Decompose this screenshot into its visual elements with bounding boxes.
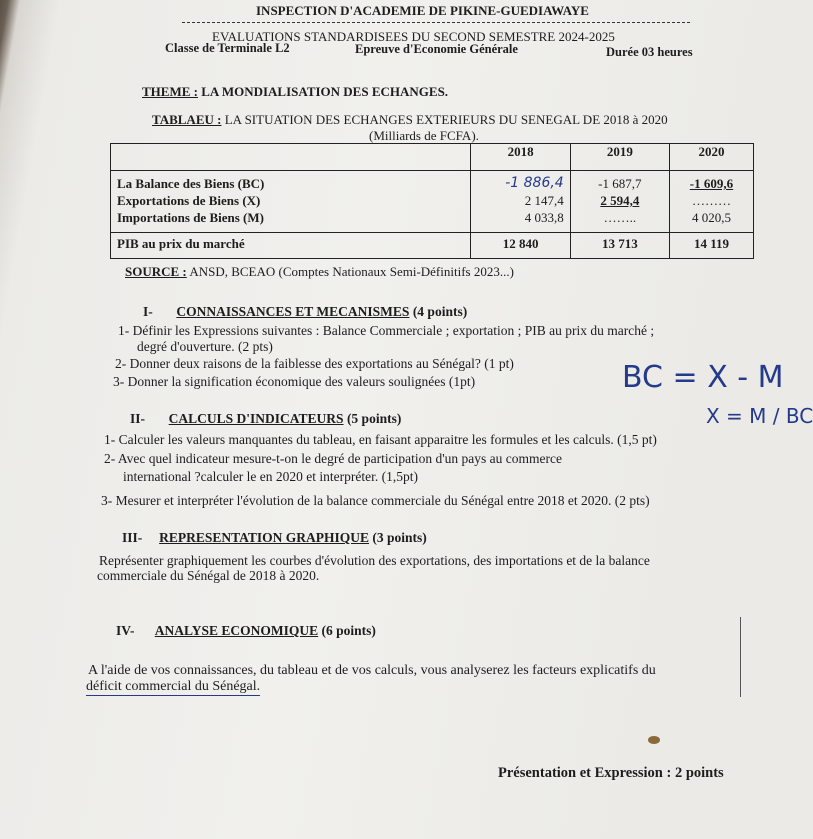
section4-heading: [116, 623, 376, 639]
col-2019: [570, 171, 669, 233]
section3-text2: commerciale du Sénégal de 2018 à 2020.: [97, 568, 320, 583]
m-2020: 4 020,5: [691, 210, 731, 225]
bc-2020: -1 609,6: [689, 176, 734, 191]
section1-points: (4 points): [412, 304, 468, 319]
section1-q1a: 1- Définir les Expressions suivantes : Balance Commerciale ; exportation ; PIB au prix du marché ;: [118, 323, 655, 338]
table-unit: (Milliards de FCFA).: [369, 128, 479, 143]
theme-label: THEME :: [142, 84, 198, 99]
m-label: Importations de Biens (M): [117, 210, 264, 225]
x-2019: 2 594,4: [600, 193, 640, 208]
row-labels: [111, 171, 471, 233]
section1-num: I-: [143, 304, 153, 319]
section1-heading: [143, 304, 467, 320]
section1-q3: 3- Donner la signification économique des valeurs soulignées (1pt): [113, 374, 476, 389]
table-title: [152, 112, 668, 128]
handwritten-formula-1: BC = X - M: [622, 360, 784, 395]
year-2018: 2018: [471, 144, 570, 171]
table-corner: [111, 144, 471, 171]
inspection-title: INSPECTION D'ACADEMIE DE PIKINE-GUEDIAWAYE: [256, 3, 589, 18]
x-2020: ………: [691, 193, 731, 208]
section3-heading: [122, 530, 427, 546]
pib-2019: 13 713: [570, 233, 669, 259]
bc-2018-handwritten: -1 886,4: [505, 175, 564, 191]
m-2019: ……..: [603, 210, 637, 225]
class-label: Classe de Terminale L2: [165, 41, 290, 55]
section2-num: II-: [130, 411, 146, 426]
section2-points: (5 points): [346, 411, 402, 426]
x-label: Exportations de Biens (X): [117, 193, 261, 208]
table-title-text: LA SITUATION DES ECHANGES EXTERIEURS DU SENEGAL DE 2018 à 2020: [224, 112, 668, 127]
trade-table: [110, 143, 754, 259]
section4-points: (6 points): [321, 623, 376, 638]
paper-stain: [648, 736, 660, 744]
theme-line: [142, 84, 448, 100]
col-2020: [669, 171, 753, 233]
header-divider: [182, 22, 690, 23]
section1-q1b: degré d'ouverture. (2 pts): [137, 339, 273, 354]
bc-2019: -1 687,7: [598, 176, 642, 191]
section2-q1: 1- Calculer les valeurs manquantes du tableau, en faisant apparaitre les formules et les calculs. (1,5 pt): [104, 432, 657, 447]
section4-text1: A l'aide de vos connaissances, du tableau et de vos calculs, vous analyserez les facteurs explicatifs du: [88, 663, 656, 678]
pib-2020: 14 119: [669, 233, 753, 259]
year-2020: 2020: [669, 144, 753, 171]
year-2019: 2019: [570, 144, 669, 171]
col-2018: [471, 171, 570, 233]
evaluation-title: EVALUATIONS STANDARDISEES DU SECOND SEMESTRE 2024-2025: [212, 29, 615, 44]
bc-label: La Balance des Biens (BC): [117, 176, 265, 191]
exam-label: Epreuve d'Economie Générale: [355, 42, 518, 56]
source-line: [125, 264, 514, 280]
section2-heading: [130, 411, 401, 427]
pib-label: PIB au prix du marché: [111, 233, 471, 259]
section2-q2a: 2- Avec quel indicateur mesure-t-on le degré de participation d'un pays au commerce: [104, 451, 562, 466]
presentation-points: Présentation et Expression : 2 points: [498, 765, 724, 781]
table-label: TABLAEU :: [152, 112, 222, 127]
section1-q2: 2- Donner deux raisons de la faiblesse des exportations au Sénégal? (1 pt): [115, 356, 514, 371]
margin-pen-line: [740, 617, 741, 697]
m-2018: 4 033,8: [524, 210, 564, 225]
handwritten-formula-2: X = M / BC: [706, 404, 813, 428]
source-label: SOURCE :: [125, 264, 187, 279]
section3-title: REPRESENTATION GRAPHIQUE: [159, 530, 370, 545]
section3-num: III-: [122, 530, 143, 545]
section3-points: (3 points): [372, 530, 427, 545]
x-2018: 2 147,4: [524, 193, 564, 208]
section3-text1: Représenter graphiquement les courbes d'évolution des exportations, des importations et de la balance: [99, 553, 650, 568]
section4-num: IV-: [116, 623, 135, 638]
section4-text2: déficit commercial du Sénégal.: [86, 679, 261, 694]
duration-label: Durée 03 heures: [606, 45, 693, 59]
section2-q2b: international ?calculer le en 2020 et interpréter. (1,5pt): [123, 469, 418, 484]
section2-q3: 3- Mesurer et interpréter l'évolution de la balance commerciale du Sénégal entre 2018 et 2020. (2 pts): [101, 493, 650, 508]
source-text: ANSD, BCEAO (Comptes Nationaux Semi-Définitifs 2023...): [189, 264, 514, 279]
section2-title: CALCULS D'INDICATEURS: [168, 411, 344, 426]
theme-text: LA MONDIALISATION DES ECHANGES.: [201, 84, 449, 99]
section4-title: ANALYSE ECONOMIQUE: [154, 623, 319, 638]
section1-title: CONNAISSANCES ET MECANISMES: [176, 304, 410, 319]
pib-2018: 12 840: [471, 233, 570, 259]
